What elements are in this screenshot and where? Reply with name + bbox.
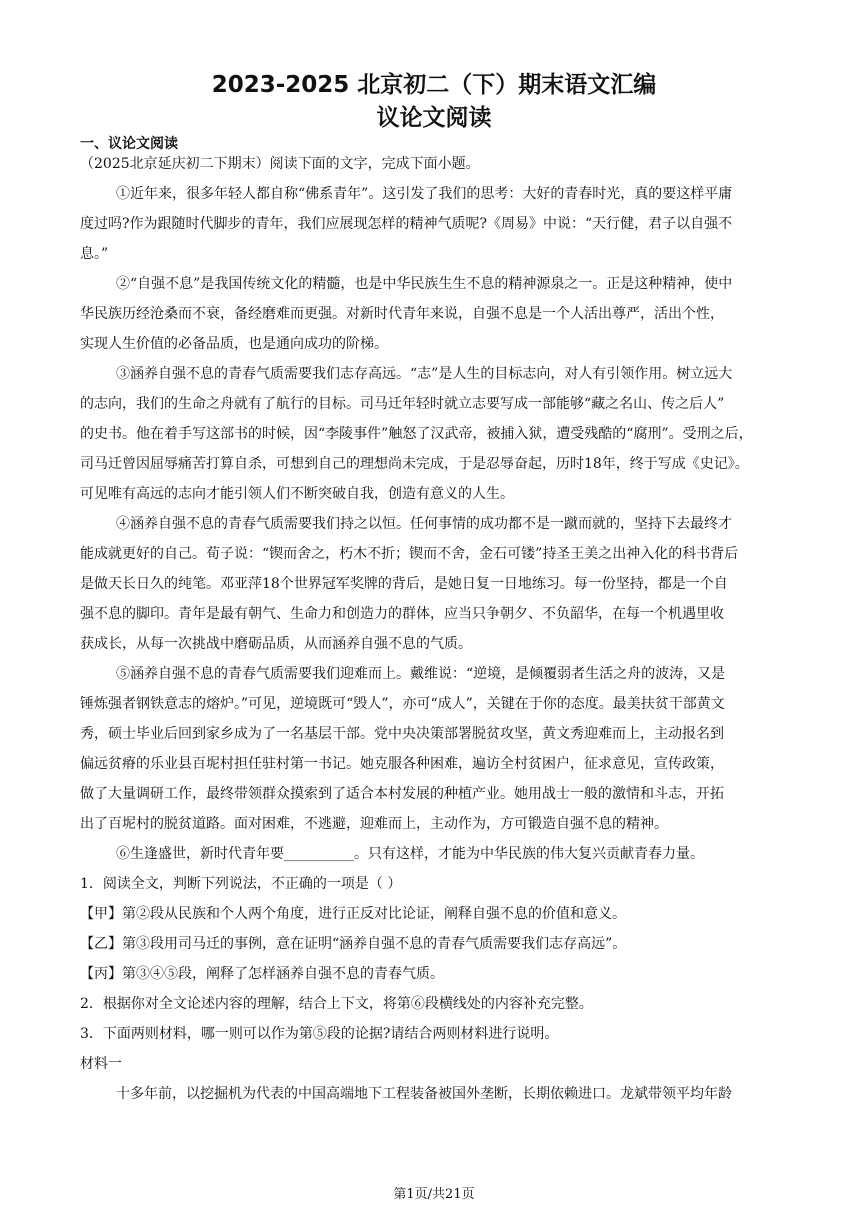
article-line: 的史书。他在着手写这部书的时候，因“李陵事件”触怒了汉武帝，被捕入狱，遭受残酷的“腐刑”。受刑之后， <box>80 426 753 442</box>
question-option-yi: 【乙】第③段用司马迁的事例，意在证明“涵养自强不息的青春气质需要我们志存高远”。 <box>80 936 627 952</box>
article-line: 偏远贫瘠的乐业县百坭村担任驻村第一书记。她克服各种困难，遍访全村贫困户，征求意见，宣传政策， <box>80 756 724 772</box>
question-2: 2．根据你对全文论述内容的理解，结合上下文，将第⑥段横线处的内容补充完整。 <box>80 996 593 1012</box>
article-line: 强不息的脚印。青年是最有朝气、生命力和创造力的群体，应当只争朝夕、不负韶华，在每一个机遇里收 <box>80 606 724 622</box>
question-option-bing: 【丙】第③④⑤段，阐释了怎样涵养自强不息的青春气质。 <box>80 966 444 982</box>
section-heading: 一、议论文阅读 <box>80 136 178 152</box>
article-line: ④涵养自强不息的青春气质需要我们持之以恒。任何事情的成功都不是一蹴而就的，坚持下去最终才 <box>116 516 732 532</box>
article-line: 做了大量调研工作，最终带领群众摸索到了适合本村发展的种植产业。她用战士一般的激情和斗志，开拓 <box>80 786 724 802</box>
article-line: 出了百坭村的脱贫道路。面对困难，不逃避，迎难而上，主动作为，方可锻造自强不息的精神。 <box>80 816 668 832</box>
page-number: 第1页/共21页 <box>393 1187 475 1202</box>
question-1: 1．阅读全文，判断下列说法，不正确的一项是（ ） <box>80 876 402 892</box>
question-3: 3．下面两则材料，哪一则可以作为第⑤段的论据?请结合两则材料进行说明。 <box>80 1026 559 1042</box>
question-option-jia: 【甲】第②段从民族和个人两个角度，进行正反对比论证，阐释自强不息的价值和意义。 <box>80 906 626 922</box>
article-line: 度过吗?作为跟随时代脚步的青年，我们应展现怎样的精神气质呢?《周易》中说：“天行健，君子以自强不 <box>80 216 733 232</box>
article-line: 秀，硕士毕业后回到家乡成为了一名基层干部。党中央决策部署脱贫攻坚，黄文秀迎难而上，主动报名到 <box>80 726 724 742</box>
article-line: 司马迁曾因屈辱痛苦打算自杀，可想到自己的理想尚未完成，于是忍辱奋起，历时18年，终于写成《史记》。 <box>80 456 749 472</box>
material-label: 材料一 <box>80 1056 122 1072</box>
article-line: 可见唯有高远的志向才能引领人们不断突破自我，创造有意义的人生。 <box>80 486 514 502</box>
article-line: 是做天长日久的纯笔。邓亚萍18个世界冠军奖牌的背后，是她日复一日地练习。每一份坚持，都是一个自 <box>80 576 728 592</box>
article-line: 的志向，我们的生命之舟就有了航行的目标。司马迁年轻时就立志要写成一部能够“藏之名山、传之后人” <box>80 396 725 412</box>
article-line: 获成长，从每一次挑战中磨砺品质，从而涵养自强不息的气质。 <box>80 636 472 652</box>
document-title: 2023-2025 北京初二（下）期末语文汇编 <box>211 72 657 98</box>
material-text: 十多年前，以挖掘机为代表的中国高端地下工程装备被国外垄断，长期依赖进口。龙斌带领平均年龄 <box>116 1086 732 1102</box>
article-line: ①近年来，很多年轻人都自称“佛系青年”。这引发了我们的思考：大好的青春时光，真的要这样平庸 <box>116 186 733 202</box>
article-line: ②“自强不息”是我国传统文化的精髓，也是中华民族生生不息的精神源泉之一。正是这种精神，使中 <box>116 276 733 292</box>
article-line: 华民族历经沧桑而不衰，备经磨难而更强。对新时代青年来说，自强不息是一个人活出尊严，活出个性， <box>80 306 724 322</box>
document-subtitle: 议论文阅读 <box>376 105 492 131</box>
article-line: ⑥生逢盛世，新时代青年要__________。只有这样，才能为中华民族的伟大复兴贡献青春力量。 <box>116 846 704 862</box>
article-line: 实现人生价值的必备品质，也是通向成功的阶梯。 <box>80 336 388 352</box>
article-line: 息。” <box>80 246 109 262</box>
source-note: （2025北京延庆初二下期末）阅读下面的文字，完成下面小题。 <box>80 156 480 172</box>
article-line: 锤炼强者钢铁意志的熔炉。”可见，逆境既可“毁人”，亦可“成人”，关键在于你的态度。最美扶贫干部黄文 <box>80 696 725 712</box>
article-line: ⑤涵养自强不息的青春气质需要我们迎难而上。戴维说：“逆境，是倾覆弱者生活之舟的波涛，又是 <box>116 666 726 682</box>
article-line: 能成就更好的自己。荀子说：“锲而舍之，朽木不折；锲而不舍，金石可镂”持圣王美之出神入化的科书背后 <box>80 546 739 562</box>
article-line: ③涵养自强不息的青春气质需要我们志存高远。“志”是人生的目标志向，对人有引领作用。树立远大 <box>116 366 733 382</box>
